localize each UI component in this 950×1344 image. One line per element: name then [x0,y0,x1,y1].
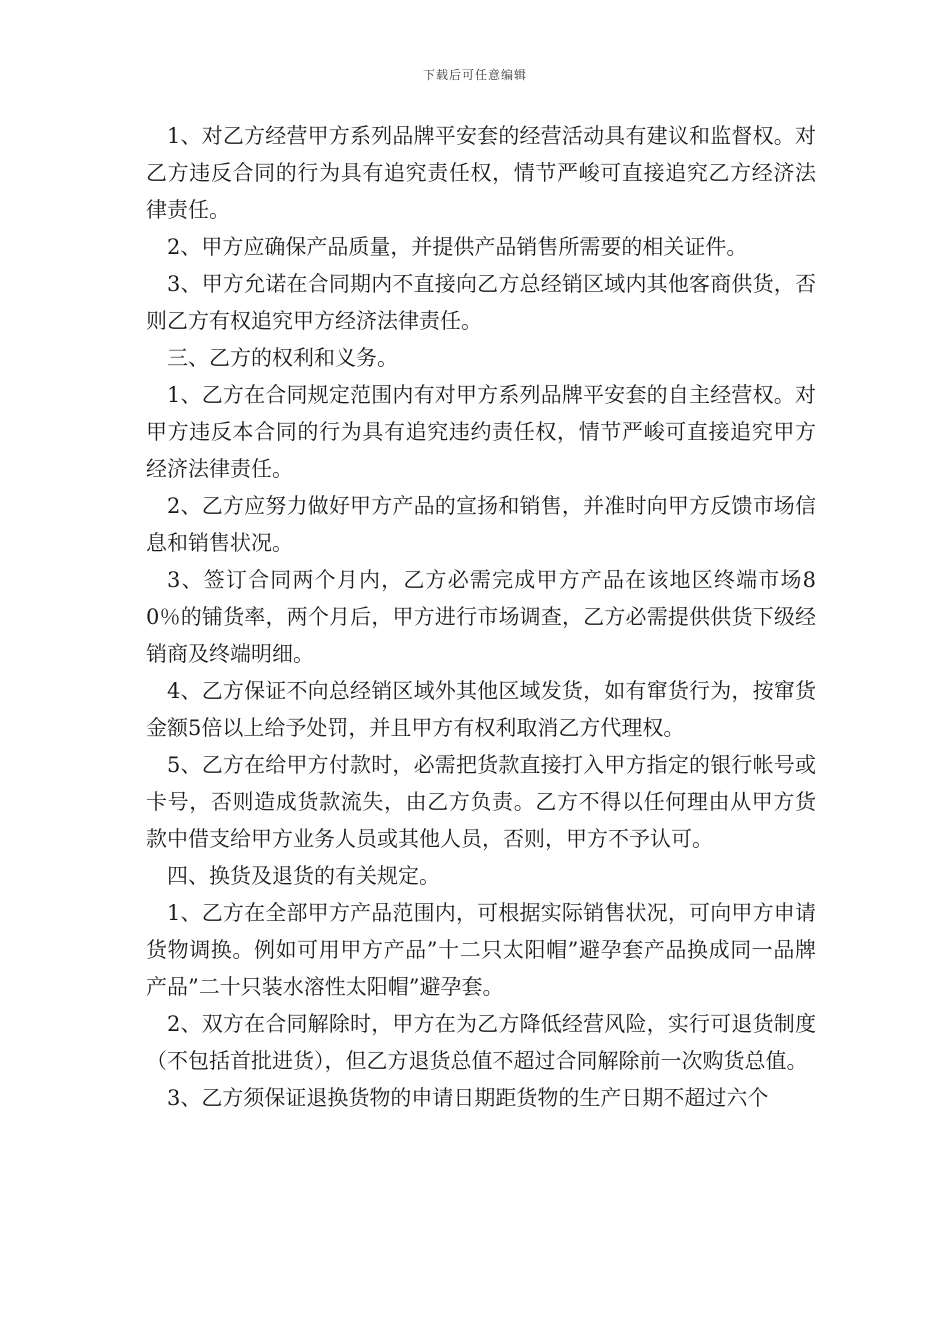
paragraph: 1、对乙方经营甲方系列品牌平安套的经营活动具有建议和监督权。对乙方违反合同的行为具有追究责任权，情节严峻可直接追究乙方经济法律责任。 [146,124,816,222]
paragraph: 3、乙方须保证退换货物的申请日期距货物的生产日期不超过六个 [167,1086,769,1110]
paragraph: 5、乙方在给甲方付款时，必需把货款直接打入甲方指定的银行帐号或卡号，否则造成货款流失，由乙方负责。乙方不得以任何理由从甲方货款中借支给甲方业务人员或其他人员，否则，甲方不予认可。 [146,753,816,851]
header-note: 下载后可任意编辑 [422,68,527,82]
paragraph: 2、甲方应确保产品质量，并提供产品销售所需要的相关证件。 [167,235,748,259]
paragraph: 1、乙方在全部甲方产品范围内，可根据实际销售状况，可向甲方申请货物调换。例如可用甲方产品”十二只太阳帽”避孕套产品换成同一品牌产品”二十只装水溶性太阳帽”避孕套。 [146,901,816,999]
paragraph: 3、签订合同两个月内，乙方必需完成甲方产品在该地区终端市场80％的铺货率，两个月后，甲方进行市场调查，乙方必需提供供货下级经销商及终端明细。 [146,568,816,666]
paragraph: 2、双方在合同解除时，甲方在为乙方降低经营风险，实行可退货制度（不包括首批进货），但乙方退货总值不超过合同解除前一次购货总值。 [146,1012,816,1073]
paragraph: 3、甲方允诺在合同期内不直接向乙方总经销区域内其他客商供货，否则乙方有权追究甲方经济法律责任。 [146,272,816,333]
paragraph: 2、乙方应努力做好甲方产品的宣扬和销售，并准时向甲方反馈市场信息和销售状况。 [146,494,816,555]
paragraph: 4、乙方保证不向总经销区域外其他区域发货，如有窜货行为，按窜货金额5倍以上给予处罚，并且甲方有权利取消乙方代理权。 [146,679,816,740]
paragraph: 1、乙方在合同规定范围内有对甲方系列品牌平安套的自主经营权。对甲方违反本合同的行为具有追究违约责任权，情节严峻可直接追究甲方经济法律责任。 [146,383,816,481]
document-body [146,118,816,1117]
section-heading: 三、乙方的权利和义务。 [167,346,398,370]
section-heading: 四、换货及退货的有关规定。 [167,864,440,888]
